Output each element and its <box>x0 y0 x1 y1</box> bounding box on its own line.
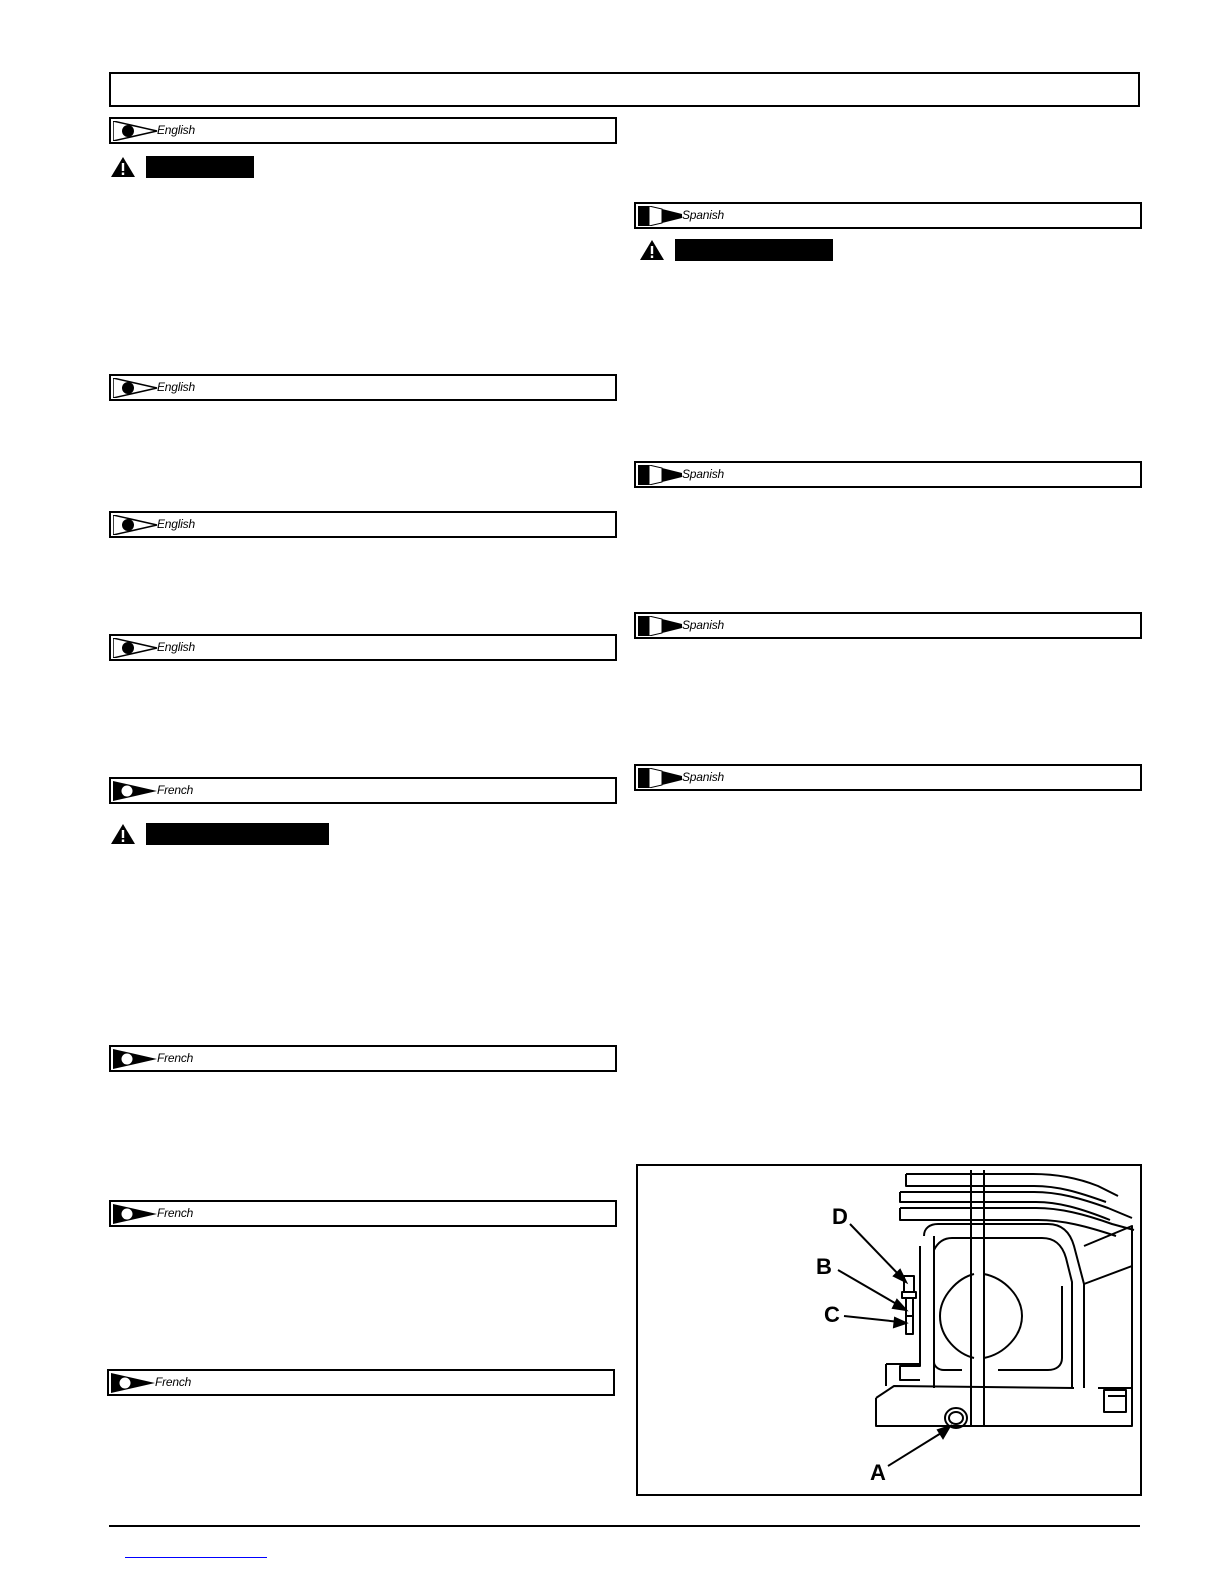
warning-label-box <box>146 823 329 845</box>
warning-label-box <box>146 156 254 178</box>
parts-figure <box>636 1164 1142 1496</box>
language-header-spanish <box>634 461 1142 488</box>
warning-triangle-icon <box>110 156 136 178</box>
callout-label-d: D <box>832 1204 848 1229</box>
language-label: French <box>157 1206 194 1220</box>
language-label: Spanish <box>682 208 724 222</box>
language-label: French <box>157 783 194 797</box>
language-header-french <box>109 1200 617 1227</box>
language-label: French <box>157 1051 194 1065</box>
warning-banner <box>110 156 254 178</box>
language-header-spanish <box>634 612 1142 639</box>
language-header-french <box>109 1045 617 1072</box>
pump-crankcase-illustration <box>638 1166 1140 1494</box>
language-label: Spanish <box>682 467 724 481</box>
language-header-spanish <box>634 202 1142 229</box>
warning-triangle-icon <box>110 823 136 845</box>
language-label: Spanish <box>682 770 724 784</box>
language-header-spanish <box>634 764 1142 791</box>
warning-banner <box>639 239 833 261</box>
callout-label-c: C <box>824 1302 840 1327</box>
warning-triangle-icon <box>639 239 665 261</box>
language-header-french <box>109 777 617 804</box>
language-header-english <box>109 511 617 538</box>
language-label: English <box>157 123 195 137</box>
footer-rule <box>109 1525 1140 1527</box>
language-header-french <box>107 1369 615 1396</box>
warning-label-box <box>675 239 833 261</box>
language-label: Spanish <box>682 618 724 632</box>
language-header-english <box>109 117 617 144</box>
section-title-bar <box>109 72 1140 107</box>
language-label: English <box>157 640 195 654</box>
language-label: English <box>157 380 195 394</box>
language-header-english <box>109 374 617 401</box>
callout-label-b: B <box>816 1254 832 1279</box>
language-label: English <box>157 517 195 531</box>
language-label: French <box>155 1375 192 1389</box>
footer-link-underline[interactable] <box>125 1557 267 1558</box>
warning-banner <box>110 823 329 845</box>
callout-label-a: A <box>870 1460 886 1485</box>
language-header-english <box>109 634 617 661</box>
